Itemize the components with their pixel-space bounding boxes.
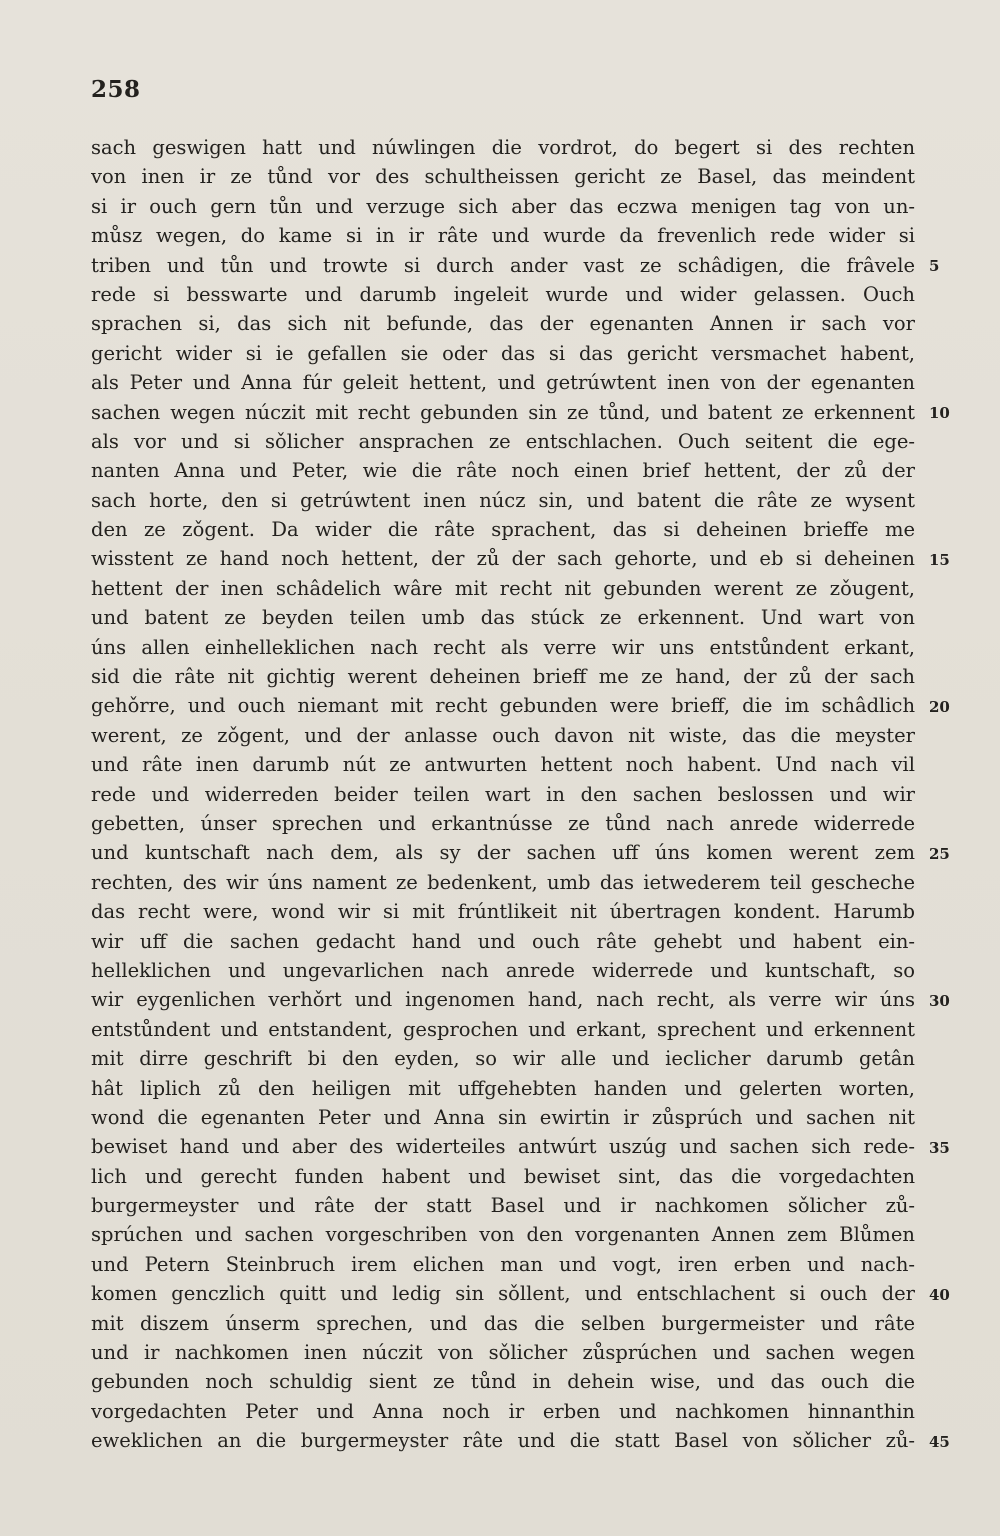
- line-number: 35: [929, 1138, 950, 1157]
- text-line: lich und gerecht funden habent und bewiset sint, das die vorgedachten: [91, 1164, 915, 1188]
- text-line: wir uff die sachen gedacht hand und ouch râte gehebt und habent ein-: [91, 929, 915, 953]
- page-number: 258: [91, 76, 141, 103]
- text-line: gericht wider si ie gefallen sie oder das si das gericht versmachet habent,: [91, 341, 915, 365]
- text-line: sach horte, den si getrúwtent inen núcz sin, und batent die râte ze wysent: [91, 488, 915, 512]
- text-line: und kuntschaft nach dem, als sy der sachen uff úns komen werent zem: [91, 841, 915, 865]
- text-line: helleklichen und ungevarlichen nach anrede widerrede und kuntschaft, so: [91, 958, 915, 982]
- text-line: sprúchen und sachen vorgeschriben von den vorgenanten Annen zem Blůmen: [91, 1223, 915, 1247]
- line-number: 15: [929, 550, 950, 569]
- text-line: gehǒrre, und ouch niemant mit recht gebunden were brieff, die im schâdlich: [91, 694, 915, 718]
- text-line: rede si besswarte und darumb ingeleit wurde und wider gelassen. Ouch: [91, 282, 915, 306]
- text-line: von inen ir ze tůnd vor des schultheissen gericht ze Basel, das meindent: [91, 165, 915, 189]
- text-line: das recht were, wond wir si mit frúntlikeit nit úbertragen kondent. Harumb: [91, 900, 915, 924]
- line-number: 30: [929, 991, 950, 1010]
- text-line: wir eygenlichen verhǒrt und ingenomen hand, nach recht, als verre wir úns: [91, 988, 915, 1012]
- text-line: und batent ze beyden teilen umb das stúck ze erkennent. Und wart von: [91, 606, 915, 630]
- line-number: 45: [929, 1432, 950, 1451]
- text-line: entstůndent und entstandent, gesprochen und erkant, sprechent und erkennent: [91, 1017, 915, 1041]
- text-line: und râte inen darumb nút ze antwurten hettent noch habent. Und nach vil: [91, 753, 915, 777]
- text-line: mit diszem únserm sprechen, und das die selben burgermeister und râte: [91, 1311, 915, 1335]
- text-line: rechten, des wir úns nament ze bedenkent, umb das ietwederem teil gescheche: [91, 870, 915, 894]
- line-number: 40: [929, 1285, 950, 1304]
- text-line: můsz wegen, do kame si in ir râte und wurde da frevenlich rede wider si: [91, 224, 915, 248]
- text-line: und ir nachkomen inen núczit von sǒlicher zůsprúchen und sachen wegen: [91, 1341, 915, 1365]
- text-line: als Peter und Anna fúr geleit hettent, und getrúwtent inen von der egenanten: [91, 371, 915, 395]
- text-line: gebetten, únser sprechen und erkantnússe ze tůnd nach anrede widerrede: [91, 811, 915, 835]
- text-line: sprachen si, das sich nit befunde, das der egenanten Annen ir sach vor: [91, 312, 915, 336]
- line-number: 5: [929, 256, 940, 275]
- text-line: triben und tůn und trowte si durch ander vast ze schâdigen, die frâvele: [91, 253, 915, 277]
- line-number: 10: [929, 403, 950, 422]
- text-line: sachen wegen núczit mit recht gebunden sin ze tůnd, und batent ze erkennent: [91, 400, 915, 424]
- text-line: als vor und si sǒlicher ansprachen ze entschlachen. Ouch seitent die ege-: [91, 429, 915, 453]
- text-line: sid die râte nit gichtig werent deheinen brieff me ze hand, der zů der sach: [91, 665, 915, 689]
- text-line: werent, ze zǒgent, und der anlasse ouch davon nit wiste, das die meyster: [91, 723, 915, 747]
- text-line: bewiset hand und aber des widerteiles antwúrt uszúg und sachen sich rede-: [91, 1135, 915, 1159]
- text-line: eweklichen an die burgermeyster râte und die statt Basel von sǒlicher zů-: [91, 1429, 915, 1453]
- line-number: 25: [929, 844, 950, 863]
- text-line: sach geswigen hatt und núwlingen die vordrot, do begert si des rechten: [91, 136, 915, 159]
- text-line: hât liplich zů den heiligen mit uffgehebten handen und gelerten worten,: [91, 1076, 915, 1100]
- body-text: [91, 133, 915, 1456]
- text-line: úns allen einhelleklichen nach recht als verre wir uns entstůndent erkant,: [91, 635, 915, 659]
- text-line: si ir ouch gern tůn und verzuge sich aber das eczwa menigen tag von un-: [91, 194, 915, 218]
- text-line: gebunden noch schuldig sient ze tůnd in dehein wise, und das ouch die: [91, 1370, 915, 1394]
- text-line: burgermeyster und râte der statt Basel und ir nachkomen sǒlicher zů-: [91, 1194, 915, 1218]
- text-line: wisstent ze hand noch hettent, der zů der sach gehorte, und eb si deheinen: [91, 547, 915, 571]
- text-line: mit dirre geschrift bi den eyden, so wir alle und ieclicher darumb getân: [91, 1047, 915, 1071]
- text-line: rede und widerreden beider teilen wart in den sachen beslossen und wir: [91, 782, 915, 806]
- text-line: komen genczlich quitt und ledig sin sǒllent, und entschlachent si ouch der: [91, 1282, 915, 1306]
- line-number: 20: [929, 697, 950, 716]
- text-line: wond die egenanten Peter und Anna sin ewirtin ir zůsprúch und sachen nit: [91, 1105, 915, 1129]
- text-line: nanten Anna und Peter, wie die râte noch einen brief hettent, der zů der: [91, 459, 915, 483]
- text-line: hettent der inen schâdelich wâre mit recht nit gebunden werent ze zǒugent,: [91, 576, 915, 600]
- text-line: und Petern Steinbruch irem elichen man und vogt, iren erben und nach-: [91, 1252, 915, 1276]
- text-line: vorgedachten Peter und Anna noch ir erben und nachkomen hinnanthin: [91, 1399, 915, 1423]
- text-line: den ze zǒgent. Da wider die râte sprachent, das si deheinen brieffe me: [91, 518, 915, 542]
